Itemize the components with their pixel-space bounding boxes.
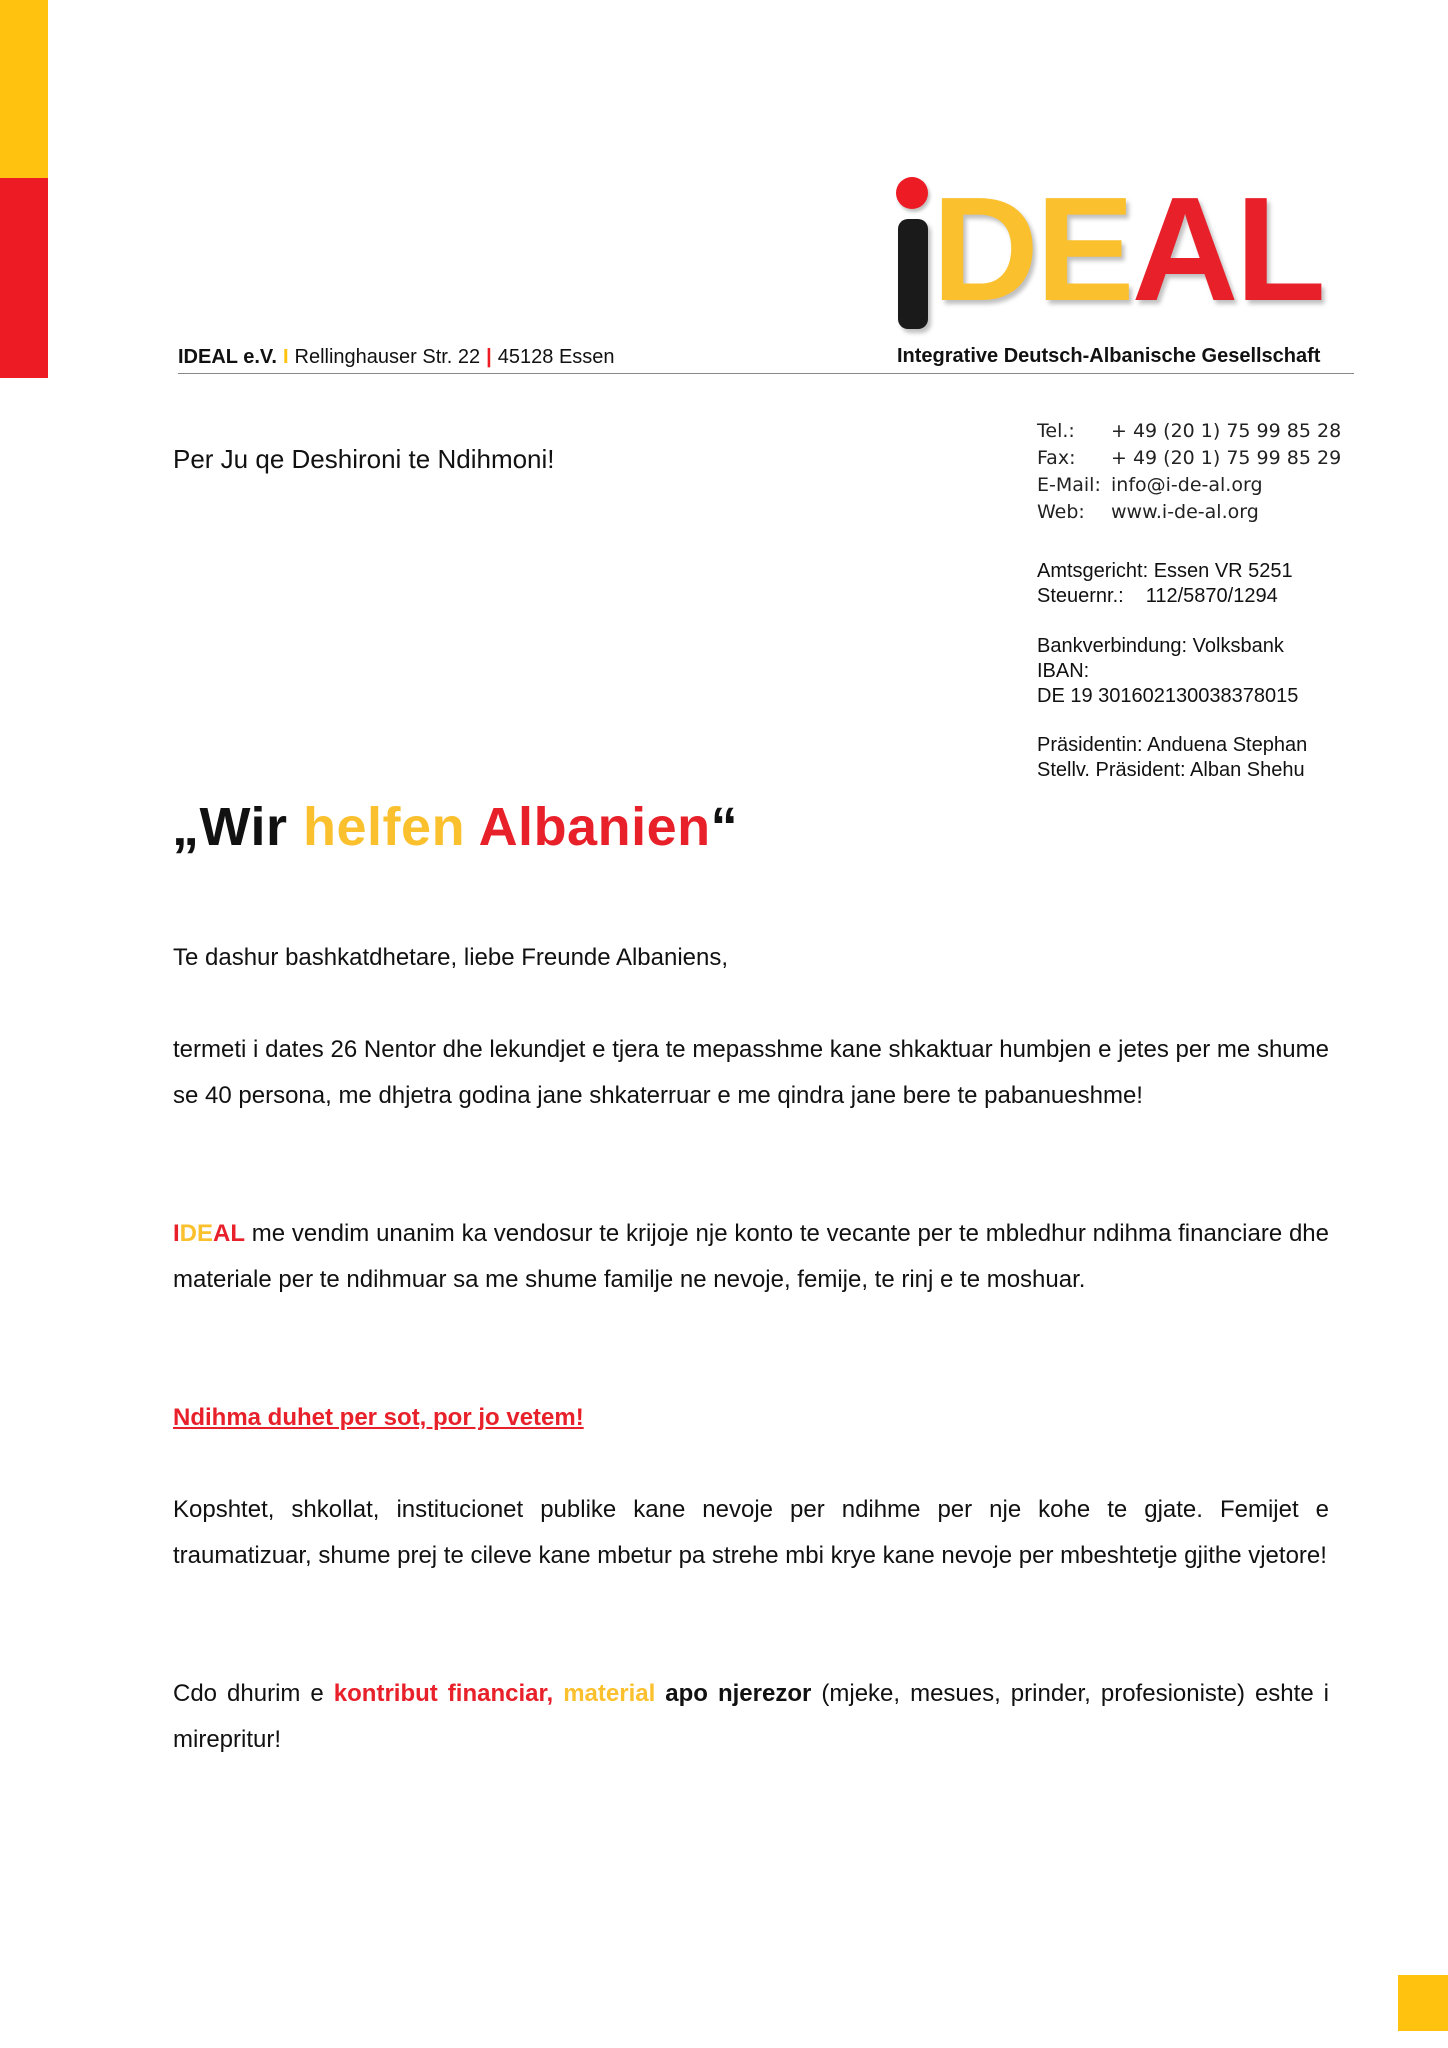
paragraph-ideal-account: IDEAL me vendim unanim ka vendosur te krijoje nje konto te vecante per te mbledhur ndihma financiare dhe materiale per te ndihmuar sa me shume familje ne nevoje, femije, te rinj e te moshuar. — [173, 1220, 1329, 1293]
vice-president: Stellv. Präsident: Alban Shehu — [1037, 759, 1305, 781]
officers-block — [1037, 733, 1307, 783]
separator: I — [282, 346, 289, 368]
callout-link: Ndihma duhet per sot, por jo vetem! — [173, 1404, 584, 1431]
contact-tel: Tel.: + 49 (20 1) 75 99 85 28 — [1037, 420, 1342, 442]
paragraph-earthquake: termeti i dates 26 Nentor dhe lekundjet e tjera te mepasshme kane shkaktuar humbjen e jetes per me shume se 40 persona, me dhjetra godina jane shkaterruar e me qindra jane bere te pabanueshme! — [173, 1036, 1329, 1109]
contact-block — [1037, 418, 1341, 526]
sender-address — [178, 346, 615, 369]
headline: „Wir helfen Albanien“ — [172, 797, 739, 857]
bank-iban-label: IBAN: — [1037, 660, 1090, 682]
contact-fax: Fax: + 49 (20 1) 75 99 85 29 — [1037, 447, 1342, 469]
sender-city: 45128 Essen — [497, 346, 615, 368]
bank-name: Bankverbindung: Volksbank — [1037, 635, 1284, 657]
salutation: Te dashur bashkatdhetare, liebe Freunde Albaniens, — [173, 944, 729, 971]
separator: | — [486, 346, 492, 368]
left-accent-bar-red — [0, 178, 48, 378]
bank-block — [1037, 634, 1298, 709]
paragraph-donation: Cdo dhurim e kontribut financiar, material apo njerezor (mjeke, mesues, prinder, profesioniste) eshte i mirepritur! — [173, 1680, 1330, 1753]
left-accent-bar-yellow — [0, 0, 48, 178]
corner-accent-square — [1398, 1975, 1448, 2031]
registry-court: Amtsgericht: Essen VR 5251 — [1037, 560, 1293, 582]
sender-name: IDEAL e.V. — [178, 346, 277, 368]
letter-subject: Per Ju qe Deshironi te Ndihmoni! — [173, 444, 555, 474]
header-divider — [178, 373, 1354, 374]
logo-i-dot — [896, 177, 928, 209]
ideal-logo — [888, 165, 1358, 345]
sender-street: Rellinghauser Str. 22 — [294, 346, 481, 368]
president: Präsidentin: Anduena Stephan — [1037, 734, 1308, 756]
contact-web[interactable]: Web: www.i-de-al.org — [1037, 501, 1259, 523]
logo-tagline: Integrative Deutsch-Albanische Gesellschaft — [897, 345, 1321, 367]
contact-email[interactable]: E-Mail: info@i-de-al.org — [1037, 474, 1263, 496]
bank-iban: DE 19 301602130038378015 — [1037, 685, 1299, 707]
logo-i-stem — [898, 219, 928, 329]
logo-word: DEAL — [932, 167, 1323, 332]
paragraph-needs: Kopshtet, shkollat, institucionet publike kane nevoje per ndihme per nje kohe te gjate. Femijet e traumatizuar, shume prej te cileve kane mbetur pa strehe mbi krye kane nevoje per mbeshtetje gjithe vjetore! — [173, 1496, 1329, 1569]
